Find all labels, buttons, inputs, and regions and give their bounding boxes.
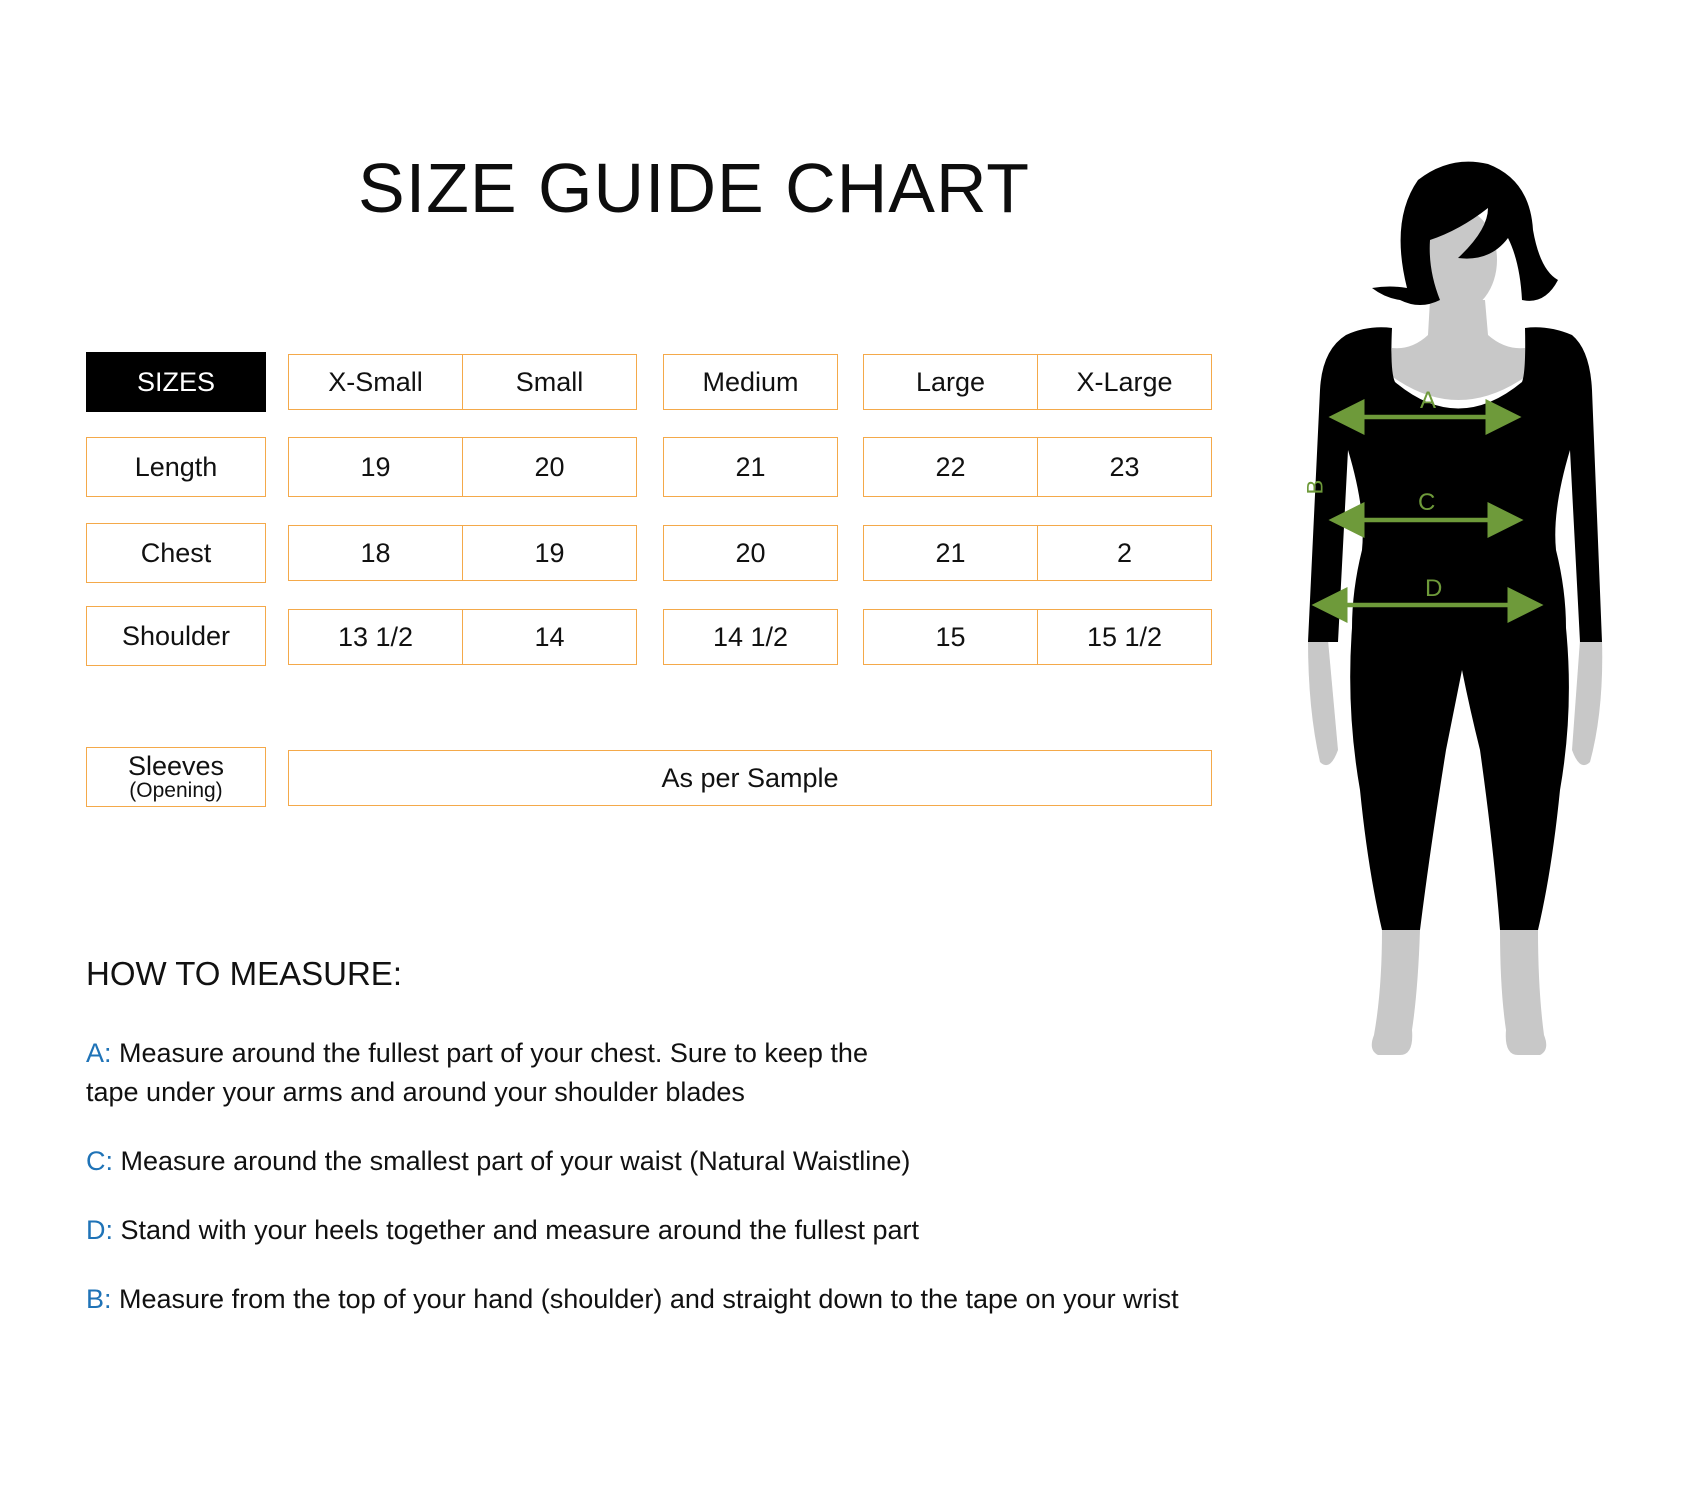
- sizes-header-label: SIZES: [136, 366, 216, 397]
- size-label: X-Large: [1076, 366, 1173, 397]
- label-a: A: [1420, 387, 1437, 414]
- note-c: [86, 1142, 910, 1181]
- chest-small: [462, 525, 637, 581]
- size-label: X-Small: [328, 366, 423, 397]
- sizes-header: [86, 352, 266, 412]
- length-xlarge: [1037, 437, 1212, 497]
- row-label-sleeves: [86, 747, 266, 807]
- note-text: Stand with your heels together and measure around the fullest part: [120, 1215, 920, 1245]
- body-figure-illustration: [1290, 150, 1620, 1140]
- chest-large: [863, 525, 1038, 581]
- left-shin: [1372, 930, 1420, 1055]
- cell-value: 21: [935, 537, 966, 568]
- sleeves-label: Sleeves: [127, 751, 225, 781]
- size-xsmall: [288, 354, 463, 410]
- label-c: C: [1418, 489, 1436, 516]
- size-small: [462, 354, 637, 410]
- row-label: Shoulder: [121, 620, 231, 651]
- sleeves-label-stack: [128, 752, 224, 802]
- shoulder-xlarge: [1037, 609, 1212, 665]
- cell-value: 13 1/2: [337, 621, 414, 652]
- cell-value: 2: [1116, 537, 1133, 568]
- note-b: [86, 1280, 1179, 1319]
- length-large: [863, 437, 1038, 497]
- shoulder-large: [863, 609, 1038, 665]
- row-label-chest: [86, 523, 266, 583]
- row-label-length: [86, 437, 266, 497]
- cell-value: As per Sample: [661, 762, 839, 793]
- size-large: [863, 354, 1038, 410]
- sleeves-value: [288, 750, 1212, 806]
- note-a-line1: [86, 1034, 868, 1073]
- how-to-measure-heading: HOW TO MEASURE:: [86, 955, 402, 992]
- shoulder-small: [462, 609, 637, 665]
- leggings: [1350, 628, 1569, 930]
- right-shin: [1500, 930, 1546, 1055]
- size-medium: [663, 354, 838, 410]
- sleeves-sublabel: (Opening): [129, 779, 223, 802]
- cell-value: 15 1/2: [1086, 621, 1163, 652]
- cell-value: 14 1/2: [712, 621, 789, 652]
- row-label: Length: [134, 451, 218, 482]
- page-title: SIZE GUIDE CHART: [358, 149, 1031, 227]
- shoulder-medium: [663, 609, 838, 665]
- chest-xsmall: [288, 525, 463, 581]
- cell-value: 18: [360, 537, 391, 568]
- note-key: A:: [86, 1038, 112, 1068]
- label-b: B: [1302, 479, 1328, 495]
- note-d: [86, 1211, 919, 1250]
- left-hand: [1308, 640, 1338, 765]
- size-label: Large: [915, 366, 986, 397]
- row-label: Chest: [140, 537, 212, 568]
- cell-value: 22: [935, 451, 966, 482]
- length-xsmall: [288, 437, 463, 497]
- cell-value: 19: [534, 537, 565, 568]
- label-d: D: [1425, 575, 1443, 602]
- note-text: Measure around the fullest part of your chest. Sure to keep the: [119, 1038, 868, 1068]
- note-key: B:: [86, 1284, 112, 1314]
- note-key: C:: [86, 1146, 113, 1176]
- cell-value: 20: [735, 537, 766, 568]
- cell-value: 21: [735, 451, 766, 482]
- length-medium: [663, 437, 838, 497]
- note-text: Measure around the smallest part of your waist (Natural Waistline): [120, 1146, 911, 1176]
- right-hand: [1572, 640, 1602, 765]
- size-label: Medium: [702, 366, 799, 397]
- size-label: Small: [515, 366, 584, 397]
- length-small: [462, 437, 637, 497]
- cell-value: 23: [1109, 451, 1140, 482]
- note-text: Measure from the top of your hand (shoulder) and straight down to the tape on your wrist: [119, 1284, 1179, 1314]
- cell-value: 19: [360, 451, 391, 482]
- cell-value: 15: [935, 621, 966, 652]
- cell-value: 14: [534, 621, 565, 652]
- neck-skin: [1390, 300, 1528, 400]
- note-key: D:: [86, 1215, 113, 1245]
- chest-xlarge: [1037, 525, 1212, 581]
- note-a: [86, 1034, 868, 1112]
- chest-medium: [663, 525, 838, 581]
- shoulder-xsmall: [288, 609, 463, 665]
- cell-value: 20: [534, 451, 565, 482]
- note-a-line2: tape under your arms and around your shoulder blades: [86, 1077, 745, 1107]
- size-xlarge: [1037, 354, 1212, 410]
- row-label-shoulder: [86, 606, 266, 666]
